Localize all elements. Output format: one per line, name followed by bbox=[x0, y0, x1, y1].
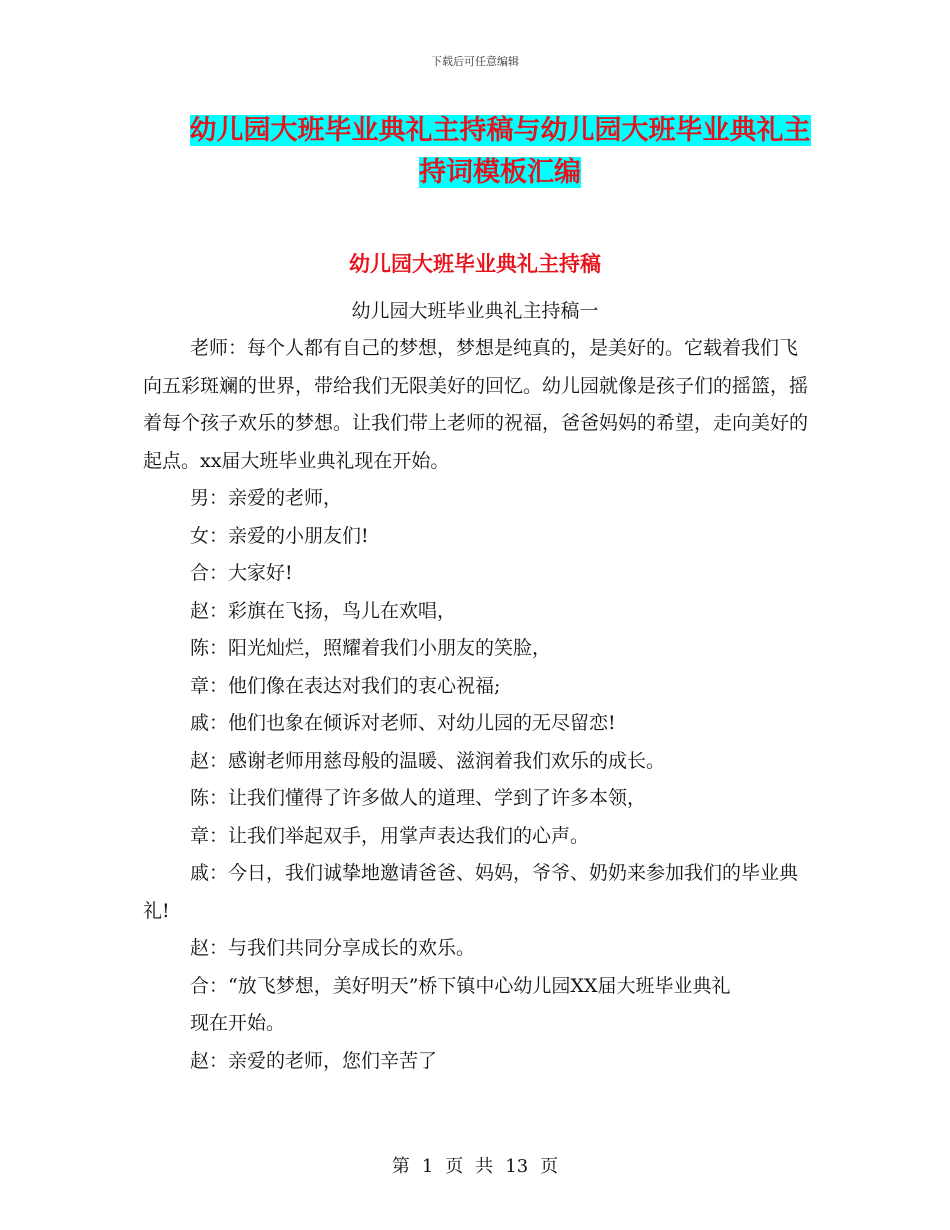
section-title: 幼儿园大班毕业典礼主持稿一 bbox=[351, 300, 599, 322]
paragraph: 赵：感谢老师用慈母般的温暖、滋润着我们欢乐的成长。 bbox=[190, 749, 666, 772]
title-line-2: 持词模板汇编 bbox=[419, 157, 581, 188]
paragraph: 章：让我们举起双手，用掌声表达我们的心声。 bbox=[190, 824, 590, 847]
paragraph: 戚：今日，我们诚挚地邀请爸爸、妈妈，爷爷、奶奶来参加我们的毕业典礼! bbox=[143, 862, 799, 922]
document-subtitle: 幼儿园大班毕业典礼主持稿 bbox=[349, 252, 601, 276]
footer-text: 第 bbox=[391, 1156, 410, 1177]
footer-text: 页 bbox=[445, 1156, 464, 1177]
paragraph: 章：他们像在表达对我们的衷心祝福; bbox=[190, 674, 501, 697]
paragraph: 女：亲爱的小朋友们! bbox=[190, 524, 369, 547]
title-line-1: 幼儿园大班毕业典礼主持稿与幼儿园大班毕业典礼主 bbox=[189, 115, 811, 146]
footer-text: 页 bbox=[540, 1156, 559, 1177]
paragraph: 赵：彩旗在飞扬，鸟儿在欢唱， bbox=[190, 599, 457, 622]
page-header-note: 下载后可任意编辑 bbox=[431, 55, 519, 68]
paragraph: 戚：他们也象在倾诉对老师、对幼儿园的无尽留恋! bbox=[190, 712, 616, 734]
paragraph: 现在开始。 bbox=[190, 1012, 286, 1034]
paragraph: 陈：让我们懂得了许多做人的道理、学到了许多本领， bbox=[190, 787, 647, 809]
paragraph: 赵：与我们共同分享成长的欢乐。 bbox=[190, 937, 476, 959]
paragraph: 陈：阳光灿烂，照耀着我们小朋友的笑脸， bbox=[190, 637, 552, 659]
paragraph: 男：亲爱的老师， bbox=[190, 487, 343, 509]
total-page-count: 13 bbox=[505, 1156, 529, 1177]
paragraph: 老师：每个人都有自己的梦想，梦想是纯真的，是美好的。它载着我们飞向五彩斑斓的世界，带给我们无限美好的回忆。幼儿园就像是孩子们的摇篮，摇着每个孩子欢乐的梦想。让我们带上老师的祝福，爸爸妈妈的希望，走向美好的起点。xx届大班毕业典礼现在开始。 bbox=[143, 337, 809, 472]
document-title bbox=[140, 110, 860, 194]
paragraph: 赵：亲爱的老师，您们辛苦了 bbox=[190, 1049, 438, 1072]
paragraph: 合：“放飞梦想，美好明天”桥下镇中心幼儿园XX届大班毕业典礼 bbox=[190, 974, 731, 997]
document-body bbox=[143, 330, 808, 1080]
current-page-number: 1 bbox=[421, 1156, 434, 1177]
footer-text: 共 bbox=[475, 1156, 494, 1177]
paragraph: 合：大家好! bbox=[190, 562, 293, 584]
page-footer bbox=[0, 1152, 950, 1178]
